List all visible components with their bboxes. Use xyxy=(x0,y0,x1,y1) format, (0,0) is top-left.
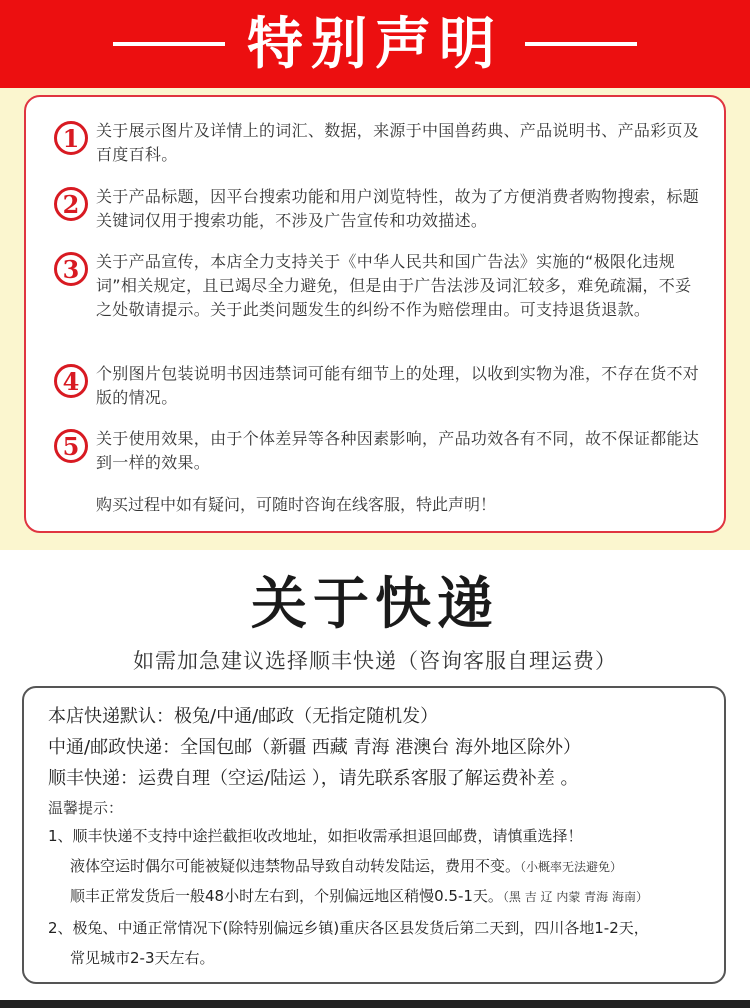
banner-left-rule xyxy=(113,42,225,46)
notice-item xyxy=(54,362,702,410)
notice-closing: 购买过程中如有疑问，可随时咨询在线客服，特此声明！ xyxy=(96,495,497,514)
notice-item xyxy=(54,427,702,475)
tips-title: 温馨提示： xyxy=(48,799,124,817)
tip-2-cont: 常见城市2-3天左右。 xyxy=(70,949,215,967)
number-badge: 1 xyxy=(54,121,88,155)
notice-item xyxy=(54,185,702,233)
notice-item-text: 关于产品标题，因平台搜索功能和用户浏览特性，故为了方便消费者购物搜索，标题关键词仅用于搜索功能，不涉及广告宣传和功效描述。 xyxy=(96,187,700,230)
express-card xyxy=(22,686,726,984)
notice-item xyxy=(54,250,702,322)
notice-card xyxy=(24,95,726,533)
number-badge: 3 xyxy=(54,252,88,286)
tip-2: 2、极兔、中通正常情况下(除特别偏远乡镇)重庆各区县发货后第二天到，四川各地1-2天， xyxy=(48,919,649,937)
number-badge: 4 xyxy=(54,364,88,398)
express-title: 关于快递 xyxy=(251,572,499,637)
tip-1-delivery xyxy=(70,884,648,909)
banner-title: 特别声明 xyxy=(247,11,503,77)
express-subtitle: 如需加急建议选择顺丰快递（咨询客服自理运费） xyxy=(133,649,617,673)
notice-item-text: 关于使用效果，由于个体差异等各种因素影响，产品功效各有不同，故不保证都能达到一样的效果。 xyxy=(96,429,700,472)
notice-item-text: 个别图片包装说明书因违禁词可能有细节上的处理，以收到实物为准，不存在货不对版的情况。 xyxy=(96,364,700,407)
express-default-line: 本店快递默认：极兔/中通/邮政（无指定随机发） xyxy=(48,706,439,727)
notice-item xyxy=(54,119,702,167)
tip-1-liquid-text: 液体空运时偶尔可能被疑似违禁物品导致自动转发陆运，费用不变。 xyxy=(70,857,521,875)
express-sf-line: 顺丰快递：运费自理（空运/陆运 ），请先联系客服了解运费补差 。 xyxy=(48,768,579,789)
banner-right-rule xyxy=(525,42,637,46)
tip-1-delivery-text: 顺丰正常发货后一般48小时左右到，个别偏远地区稍慢0.5-1天。 xyxy=(70,887,503,905)
number-badge: 5 xyxy=(54,429,88,463)
notice-item-text: 关于产品宣传，本店全力支持关于《中华人民共和国广告法》实施的“极限化违规词”相关规定，且已竭尽全力避免，但是由于广告法涉及词汇较多，难免疏漏，不妥之处敬请提示。关于此类问题发生的纠纷不作为赔偿理由。可支持退货退款。 xyxy=(96,252,692,319)
express-free-shipping-line: 中通/邮政快递：全国包邮（新疆 西藏 青海 港澳台 海外地区除外） xyxy=(48,737,581,758)
notice-item-text: 关于展示图片及详情上的词汇、数据，来源于中国兽药典、产品说明书、产品彩页及百度百科。 xyxy=(96,121,700,164)
number-badge: 2 xyxy=(54,187,88,221)
tip-1: 1、顺丰快递不支持中途拦截拒收改地址，如拒收需承担退回邮费，请慎重选择！ xyxy=(48,827,583,845)
tip-1-liquid-note: （小概率无法避免） xyxy=(520,860,623,874)
tip-1-delivery-note: （黑 吉 辽 内蒙 青海 海南） xyxy=(502,890,648,904)
header-banner xyxy=(0,0,750,88)
bottom-strip xyxy=(0,1000,750,1008)
tip-1-liquid xyxy=(70,854,622,879)
